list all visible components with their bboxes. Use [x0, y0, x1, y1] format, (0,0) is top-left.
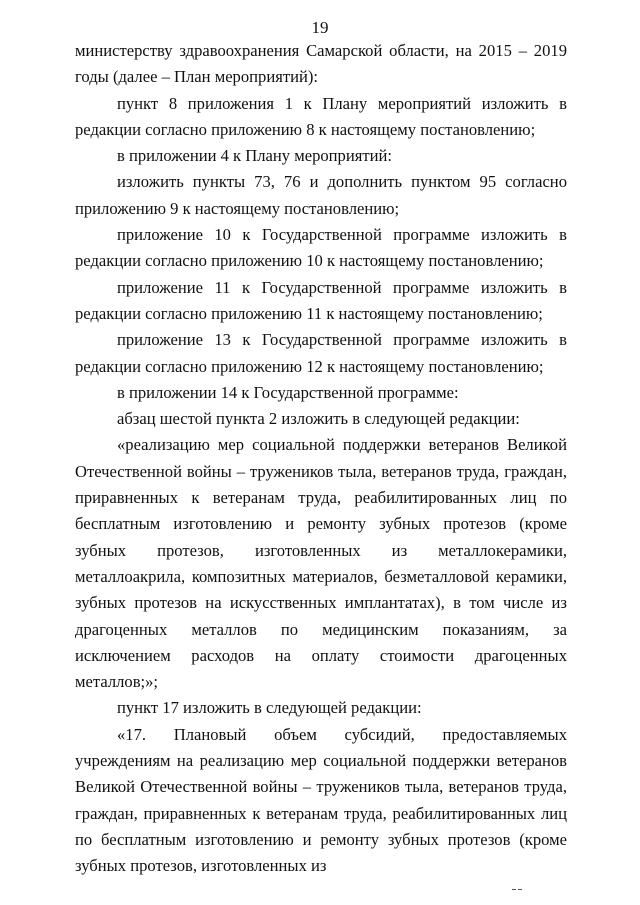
paragraph-9: абзац шестой пункта 2 изложить в следующей редакции: [117, 409, 520, 429]
paragraph-10: «реализацию мер социальной поддержки ветеранов Великой Отечественной войны – тружеников тыла, ветеранов труда, граждан, приравненных к ветеранам труда, реабилитированных лиц по бесплатным изготовлению и ремонту зубных протезов (кроме зубных протезов, изготовленных из металлокерамики, металлоакрила, композитных материалов, безметалловой керамики, зубных протезов на искусственных имплантатах), в том числе из драгоценных металлов по медицинским показаниям, за исключением расходов на оплату стоимости драгоценных металлов;»; [75, 435, 567, 692]
paragraph-4: изложить пункты 73, 76 и дополнить пунктом 95 согласно приложению 9 к настоящему постановлению; [75, 172, 567, 218]
paragraph-12: «17. Плановый объем субсидий, предоставляемых учреждениям на реализацию мер социальной поддержки ветеранов Великой Отечественной войны – тружеников тыла, ветеранов труда, граждан, приравненных к ветеранам труда, реабилитированных лиц по бесплатным изготовлению и ремонту зубных протезов (кроме зубных протезов, изготовленных из [75, 724, 567, 876]
paragraph-3: в приложении 4 к Плану мероприятий: [117, 146, 392, 166]
paragraph-2: пункт 8 приложения 1 к Плану мероприятий изложить в редакции согласно приложению 8 к настоящему постановлению; [75, 93, 567, 139]
paragraph-1: министерству здравоохранения Самарской области, на 2015 – 2019 годы (далее – План мероприятий): [75, 41, 567, 87]
paragraph-8: в приложении 14 к Государственной программе: [117, 382, 459, 402]
paragraph-7: приложение 13 к Государственной программе изложить в редакции согласно приложению 12 к настоящему постановлению; [75, 330, 567, 376]
paragraph-5: приложение 10 к Государственной программе изложить в редакции согласно приложению 10 к настоящему постановлению; [75, 225, 567, 271]
document-body [75, 38, 567, 880]
page-number: 19 [311, 18, 329, 37]
scan-mark [512, 880, 528, 886]
paragraph-6: приложение 11 к Государственной программе изложить в редакции согласно приложению 11 к настоящему постановлению; [75, 277, 567, 323]
paragraph-11: пункт 17 изложить в следующей редакции: [117, 698, 422, 718]
